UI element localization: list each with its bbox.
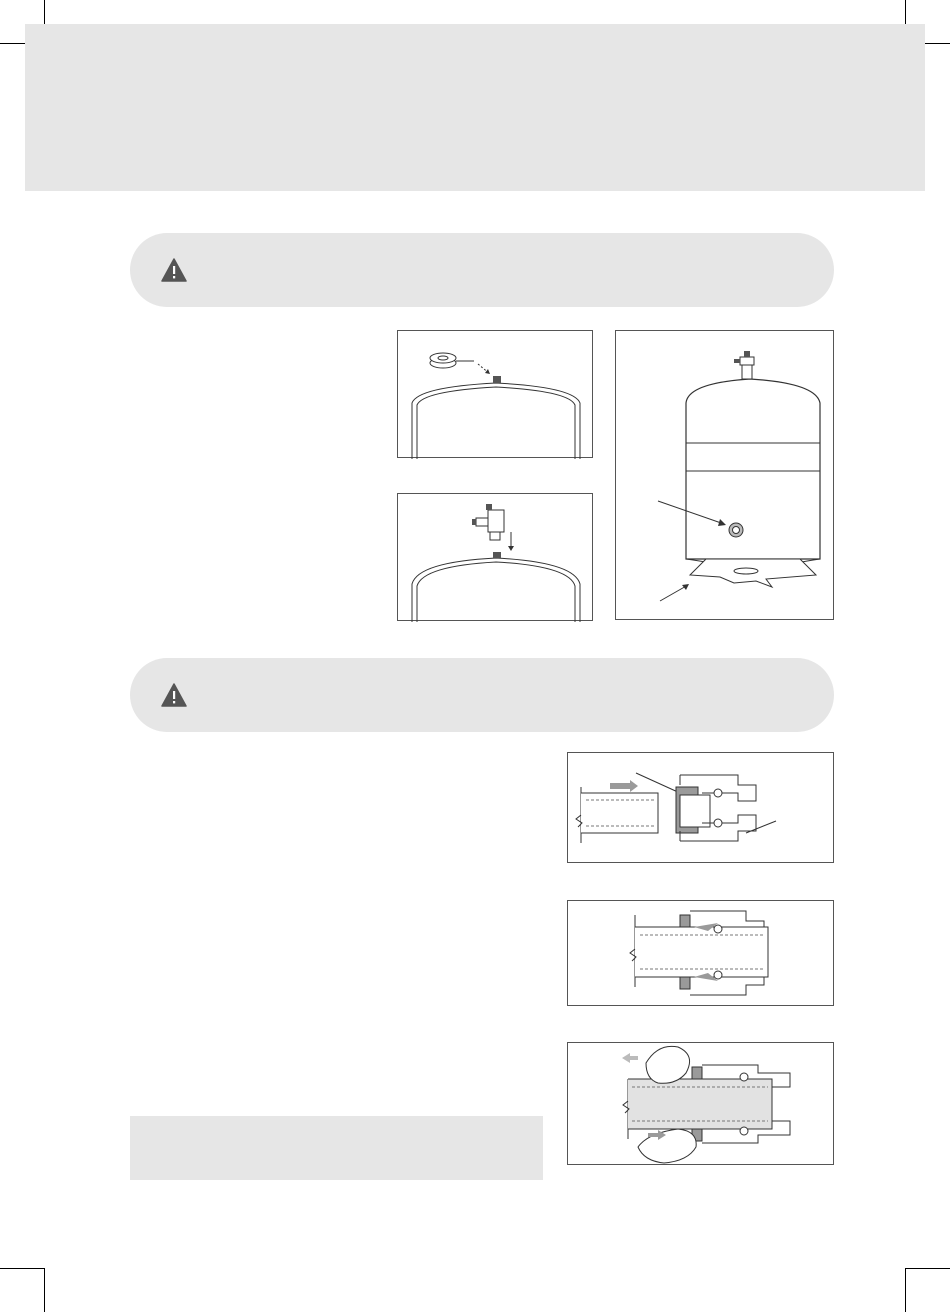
warning-bar	[130, 233, 834, 307]
fitting-insert-figure	[567, 752, 834, 863]
tank-full-figure	[615, 330, 834, 620]
fitting-release-figure	[567, 1042, 834, 1165]
crop-mark	[906, 1268, 950, 1269]
tank-top-valve-figure	[397, 493, 593, 621]
tank-top-tape-figure	[397, 330, 593, 458]
header-band	[25, 24, 925, 191]
fitting-seated-figure	[567, 900, 834, 1006]
warning-bar	[130, 658, 834, 732]
crop-mark	[0, 1268, 44, 1269]
crop-mark	[905, 1268, 906, 1312]
note-box	[130, 1116, 543, 1180]
warning-triangle-icon	[161, 258, 187, 282]
warning-triangle-icon	[161, 683, 187, 707]
crop-mark	[44, 1268, 45, 1312]
